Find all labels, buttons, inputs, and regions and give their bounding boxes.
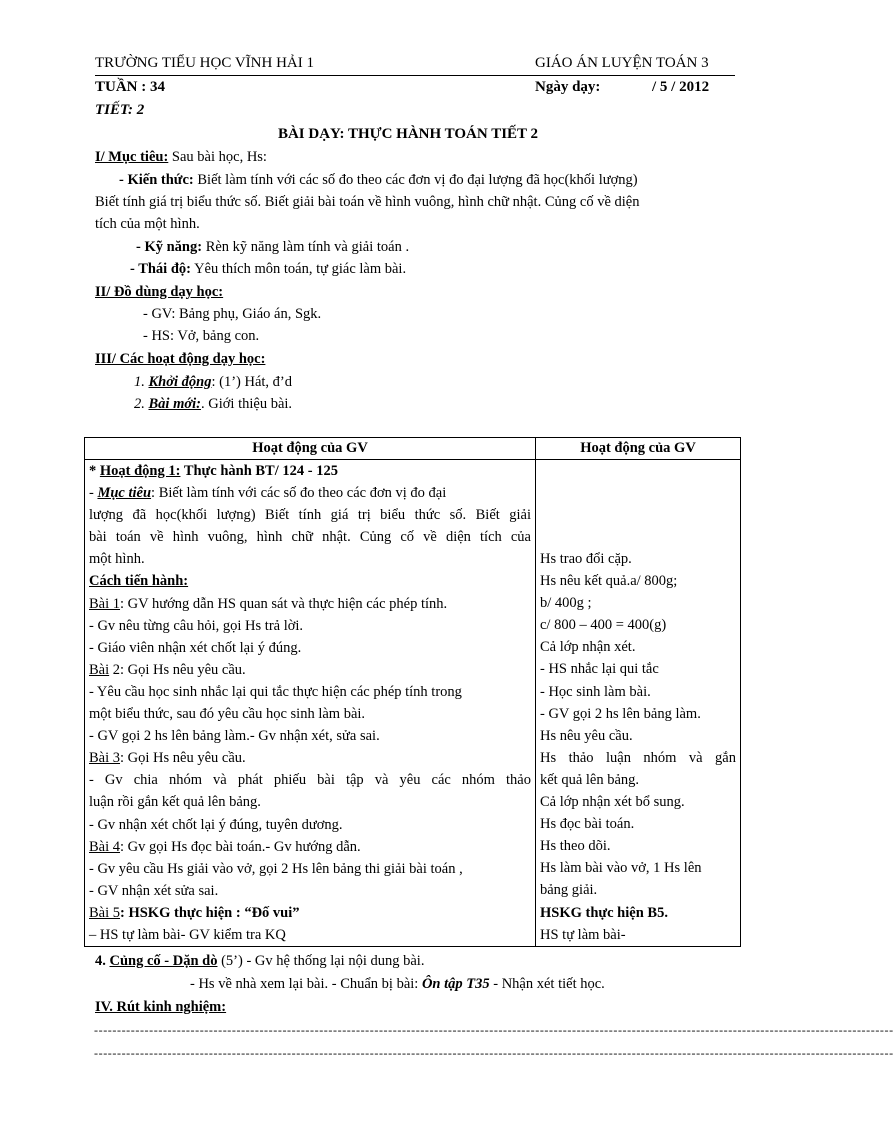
goal-line-2: lượng đã học(khối lượng) Biết tính giá trị biểu thức số. Biết giải <box>89 507 531 524</box>
header-divider <box>95 75 735 76</box>
objectives-intro: Sau bài học, Hs: <box>168 149 267 165</box>
date-value: / 5 / 2012 <box>652 79 710 95</box>
week-label: TUẦN : 34 <box>95 79 165 95</box>
student-line: Hs nêu kết quả.a/ 800g; <box>540 573 678 590</box>
newlesson-text: . Giới thiệu bài. <box>201 396 293 412</box>
student-activities-cell <box>536 460 741 947</box>
student-line: HSKG thực hiện B5. <box>540 904 668 921</box>
student-line: Cả lớp nhận xét. <box>540 639 636 656</box>
skill-label: - Kỹ năng: <box>136 239 203 255</box>
student-line: - GV gọi 2 hs lên bảng làm. <box>540 705 701 722</box>
activities-table <box>84 437 741 947</box>
knowledge-text-2: Biết tính giá trị biểu thức số. Biết giải bài toán về hình vuông, hình chữ nhật. Củng cố về diện <box>95 194 640 210</box>
exercise2-line-3: một biểu thức, sau đó yêu cầu học sinh làm bài. <box>89 706 366 723</box>
activity1-title: Thực hành BT/ 124 - 125 <box>180 463 338 479</box>
warmup-number: 1. <box>134 374 145 390</box>
student-column-header: Hoạt động của GV <box>536 438 741 460</box>
warmup-label: Khởi động <box>148 374 212 390</box>
goal-line-4: một hình. <box>89 551 145 568</box>
exercise1-line: Bài 1: GV hướng dẫn HS quan sát và thực hiện các phép tính. <box>89 595 448 612</box>
activities-heading: III/ Các hoạt động dạy học: <box>95 351 266 367</box>
student-line: - HS nhắc lại qui tắc <box>540 661 659 678</box>
knowledge-line <box>119 172 638 189</box>
newlesson-label: Bài mới: <box>148 396 201 412</box>
attitude-label: - Thái độ: <box>130 261 191 277</box>
summary-number: 4. <box>95 953 106 969</box>
lesson-title: BÀI DẠY: THỰC HÀNH TOÁN TIẾT 2 <box>277 126 539 142</box>
exercise3-label: Bài 3 <box>89 750 121 767</box>
student-line: bảng giải. <box>540 882 598 899</box>
exercise4-line-3: - GV nhận xét sửa sai. <box>89 882 219 899</box>
reflection-dash-line-2: ------------------------------------------------------------------------------------------------------------------------------------------------------------------------------ <box>94 1046 894 1060</box>
summary-text: (5’) - Gv hệ thống lại nội dung bài. <box>217 953 425 969</box>
warmup-text: : (1’) Hát, đ’d <box>211 374 293 390</box>
student-line: Hs đọc bài toán. <box>540 816 635 833</box>
student-line: Hs làm bài vào vở, 1 Hs lên <box>540 860 702 877</box>
knowledge-label: - Kiến thức: <box>119 172 194 188</box>
exercise5-line: Bài 5: HSKG thực hiện : “Đố vui” <box>89 904 300 921</box>
skill-text: Rèn kỹ năng làm tính và giải toán . <box>202 239 410 255</box>
knowledge-text-3: tích của một hình. <box>95 216 200 232</box>
reflection-heading: IV. Rút kinh nghiệm: <box>95 999 227 1015</box>
attitude-text: Yêu thích môn toán, tự giác làm bài. <box>190 261 407 277</box>
student-line: - Học sinh làm bài. <box>540 683 651 700</box>
exercise1-line-3: - Giáo viên nhận xét chốt lại ý đúng. <box>89 639 302 656</box>
student-line: Hs thảo luận nhóm và gắn <box>540 749 736 766</box>
exercise3-line: Bài 3: Gọi Hs nêu yêu cầu. <box>89 750 246 767</box>
table-header-row <box>85 438 741 460</box>
student-line: kết quả lên bảng. <box>540 771 640 788</box>
exercise1-label: Bài 1 <box>89 595 121 612</box>
exercise3-line-2: - Gv chia nhóm và phát phiếu bài tập và yêu các nhóm thảo <box>89 772 531 789</box>
exercise3-line-3: luận rồi gắn kết quả lên bảng. <box>89 794 261 811</box>
reflection-dash-line-1: ------------------------------------------------------------------------------------------------------------------------------------------------------------------------------ <box>94 1023 894 1037</box>
skill-line <box>136 239 409 256</box>
activity1-heading: * Hoạt động 1: Thực hành BT/ 124 - 125 <box>89 463 338 479</box>
newlesson-line <box>134 396 292 413</box>
summary-line <box>95 953 424 970</box>
next-lesson: Ôn tập T35 <box>421 976 490 992</box>
summary-label: Củng cố - Dặn dò <box>109 953 218 969</box>
document-type: GIÁO ÁN LUYỆN TOÁN 3 <box>535 55 709 71</box>
objectives-heading: I/ Mục tiêu: <box>95 149 169 165</box>
exercise4-line-2: - Gv yêu cầu Hs giải vào vở, gọi 2 Hs lên bảng thi giải bài toán , <box>89 860 463 877</box>
goal-line-1: - Mục tiêu: Biết làm tính với các số đo theo các đơn vị đo đại <box>89 485 447 502</box>
homework-line: - Hs về nhà xem lại bài. - Chuẩn bị bài: Ôn tập T35 - Nhận xét tiết học. <box>190 976 605 992</box>
date-label: Ngày dạy: <box>535 79 601 95</box>
materials-student: - HS: Vở, bảng con. <box>143 328 260 344</box>
exercise2-line-2: - Yêu cầu học sinh nhắc lại qui tắc thực hiện các phép tính trong <box>89 683 462 700</box>
student-line: Hs nêu yêu cầu. <box>540 727 633 744</box>
table-body-row <box>85 460 741 947</box>
student-line: Cả lớp nhận xét bổ sung. <box>540 794 685 811</box>
exercise4-line: Bài 4: Gv gọi Hs đọc bài toán.- Gv hướng dẫn. <box>89 838 361 855</box>
objectives-line <box>95 149 267 166</box>
newlesson-number: 2. <box>134 396 145 412</box>
exercise1-line-2: - Gv nêu từng câu hỏi, gọi Hs trả lời. <box>89 617 304 634</box>
goal-line-3: bài toán về hình vuông, hình chữ nhật. Củng cố về diện tích của <box>89 529 531 546</box>
teacher-activities-cell <box>85 460 536 947</box>
student-line: HS tự làm bài- <box>540 926 626 943</box>
student-line: Hs theo dõi. <box>540 838 611 855</box>
materials-heading: II/ Đồ dùng dạy học: <box>95 284 224 300</box>
knowledge-text-1: Biết làm tính với các số đo theo các đơn vị đo đại lượng đã học(khối lượng) <box>193 172 638 188</box>
activity1-label: Hoạt động 1: <box>99 463 181 479</box>
warmup-line <box>134 374 292 391</box>
attitude-line <box>130 261 406 278</box>
exercise3-line-4: - Gv nhận xét chốt lại ý đúng, tuyên dương. <box>89 816 343 833</box>
method-heading: Cách tiến hành: <box>89 573 189 590</box>
exercise2-label: Bài <box>89 661 110 678</box>
school-name: TRƯỜNG TIỂU HỌC VĨNH HẢI 1 <box>95 55 314 71</box>
materials-teacher: - GV: Bảng phụ, Giáo án, Sgk. <box>143 306 322 322</box>
student-line: Hs trao đổi cặp. <box>540 551 632 567</box>
teacher-column-header: Hoạt động của GV <box>85 438 536 460</box>
goal-label: Mục tiêu <box>97 485 152 502</box>
exercise2-line: Bài 2: Gọi Hs nêu yêu cầu. <box>89 661 246 678</box>
exercise4-label: Bài 4 <box>89 838 121 855</box>
exercise5-line-2: – HS tự làm bài- GV kiểm tra KQ <box>89 926 286 943</box>
student-line: b/ 400g ; <box>540 595 592 612</box>
exercise5-label: Bài 5 <box>89 904 121 921</box>
lesson-number: TIẾT: 2 <box>95 102 145 118</box>
student-line: c/ 800 – 400 = 400(g) <box>540 617 667 634</box>
exercise2-line-4: - GV gọi 2 hs lên bảng làm.- Gv nhận xét, sửa sai. <box>89 728 380 745</box>
